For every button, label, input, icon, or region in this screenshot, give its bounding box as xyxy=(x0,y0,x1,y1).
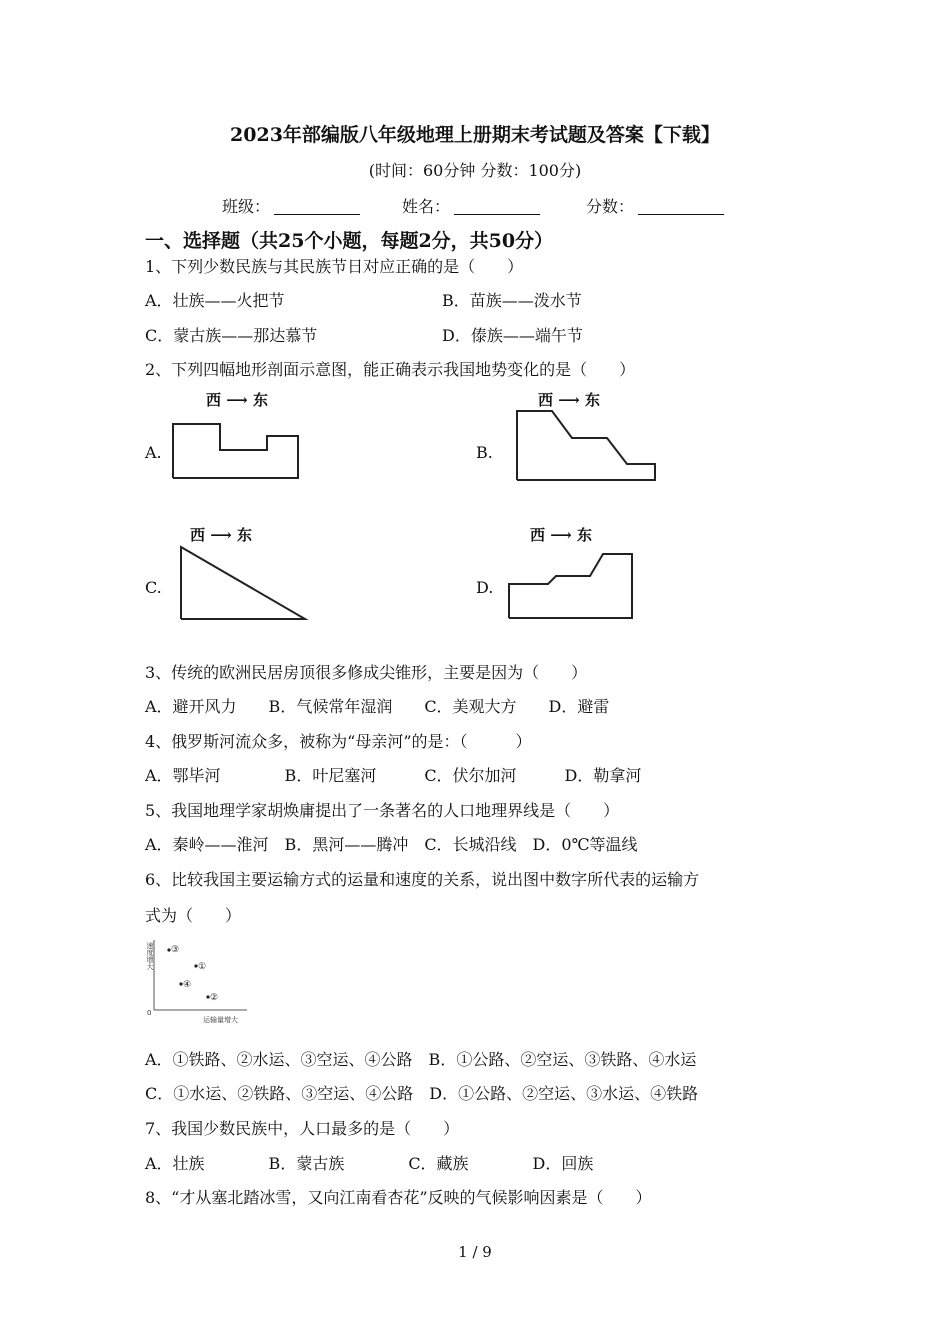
q7-stem: 7、我国少数民族中，人口最多的是（ ） xyxy=(145,1119,460,1138)
name-field xyxy=(402,194,540,217)
chart-origin: 0 xyxy=(147,1009,152,1017)
q2-option-c-label[interactable]: C. xyxy=(145,578,162,597)
q5-stem: 5、我国地理学家胡焕庸提出了一条著名的人口地理界线是（ ） xyxy=(145,801,620,820)
west-label: 西 xyxy=(538,391,554,409)
west-label: 西 xyxy=(190,526,206,544)
profile-diagram-d xyxy=(506,550,636,622)
chart-point-1-label: ① xyxy=(198,962,207,972)
west-label: 西 xyxy=(206,391,222,409)
west-label: 西 xyxy=(530,526,546,544)
profile-diagram-a xyxy=(170,420,305,482)
class-label: 班级： xyxy=(222,197,271,216)
score-label: 分数： xyxy=(586,197,635,216)
chart-x-label: 运输量增大 xyxy=(203,1016,238,1024)
east-label: 东 xyxy=(576,526,592,544)
q1-option-d[interactable]: D．傣族——端午节 xyxy=(442,326,583,345)
name-label: 姓名： xyxy=(402,197,451,216)
page-title: 2023年部编版八年级地理上册期末考试题及答案【下载】 xyxy=(230,124,720,146)
chart-point-2-label: ② xyxy=(210,993,219,1003)
score-blank[interactable] xyxy=(638,198,724,215)
q8-stem: 8、“才从塞北踏冰雪，又向江南看杏花”反映的气候影响因素是（ ） xyxy=(145,1188,652,1207)
q1-option-c[interactable]: C．蒙古族——那达慕节 xyxy=(145,326,318,345)
q6-options-cd[interactable]: C．①水运、②铁路、③空运、④公路 D．①公路、②空运、③水运、④铁路 xyxy=(145,1084,699,1103)
transport-chart xyxy=(143,936,253,1024)
name-blank[interactable] xyxy=(454,198,540,215)
q4-options[interactable]: A．鄂毕河 B．叶尼塞河 C．伏尔加河 D．勒拿河 xyxy=(145,766,642,785)
q1-option-a[interactable]: A．壮族——火把节 xyxy=(145,291,285,310)
section-heading: 一、选择题（共25个小题，每题2分，共50分） xyxy=(145,230,554,252)
profile-diagram-c xyxy=(178,543,310,623)
q4-stem: 4、俄罗斯河流众多，被称为“母亲河”的是：（ ） xyxy=(145,732,532,751)
q7-options[interactable]: A．壮族 B．蒙古族 C．藏族 D．回族 xyxy=(145,1154,594,1173)
q2-c-direction: 西 ⟶ 东 xyxy=(190,526,252,544)
q2-a-direction: 西 ⟶ 东 xyxy=(206,391,268,409)
q2-option-d-label[interactable]: D. xyxy=(476,578,494,597)
class-blank[interactable] xyxy=(274,198,360,215)
class-field xyxy=(222,194,360,217)
chart-point-4-label: ④ xyxy=(183,980,192,990)
q3-options[interactable]: A．避开风力 B．气候常年湿润 C．美观大方 D．避雷 xyxy=(145,697,610,716)
q2-d-direction: 西 ⟶ 东 xyxy=(530,526,592,544)
east-label: 东 xyxy=(584,391,600,409)
page-number: 1 / 9 xyxy=(458,1243,492,1261)
q1-option-b[interactable]: B．苗族——泼水节 xyxy=(442,291,582,310)
east-label: 东 xyxy=(252,391,268,409)
q2-option-a-label[interactable]: A. xyxy=(145,443,162,462)
east-label: 东 xyxy=(236,526,252,544)
q2-stem: 2、下列四幅地形剖面示意图，能正确表示我国地势变化的是（ ） xyxy=(145,360,636,379)
exam-subtitle: (时间：60分钟 分数：100分) xyxy=(368,161,582,180)
q2-b-direction: 西 ⟶ 东 xyxy=(538,391,600,409)
q6-options-ab[interactable]: A．①铁路、②水运、③空运、④公路 B．①公路、②空运、③铁路、④水运 xyxy=(145,1050,697,1069)
q6-stem-line2: 式为（ ） xyxy=(145,906,242,925)
profile-diagram-b xyxy=(514,407,662,484)
score-field xyxy=(586,194,724,217)
q5-options[interactable]: A．秦岭——淮河 B．黑河——腾冲 C．长城沿线 D．0℃等温线 xyxy=(145,835,638,854)
chart-point-3-label: ③ xyxy=(171,945,180,955)
q3-stem: 3、传统的欧洲民居房顶很多修成尖锥形，主要是因为（ ） xyxy=(145,663,588,682)
q2-option-b-label[interactable]: B. xyxy=(476,443,493,462)
chart-y-label: 速度增大 xyxy=(146,942,154,970)
q6-stem-line1: 6、比较我国主要运输方式的运量和速度的关系，说出图中数字所代表的运输方 xyxy=(145,870,700,889)
q1-stem: 1、下列少数民族与其民族节日对应正确的是（ ） xyxy=(145,257,524,276)
